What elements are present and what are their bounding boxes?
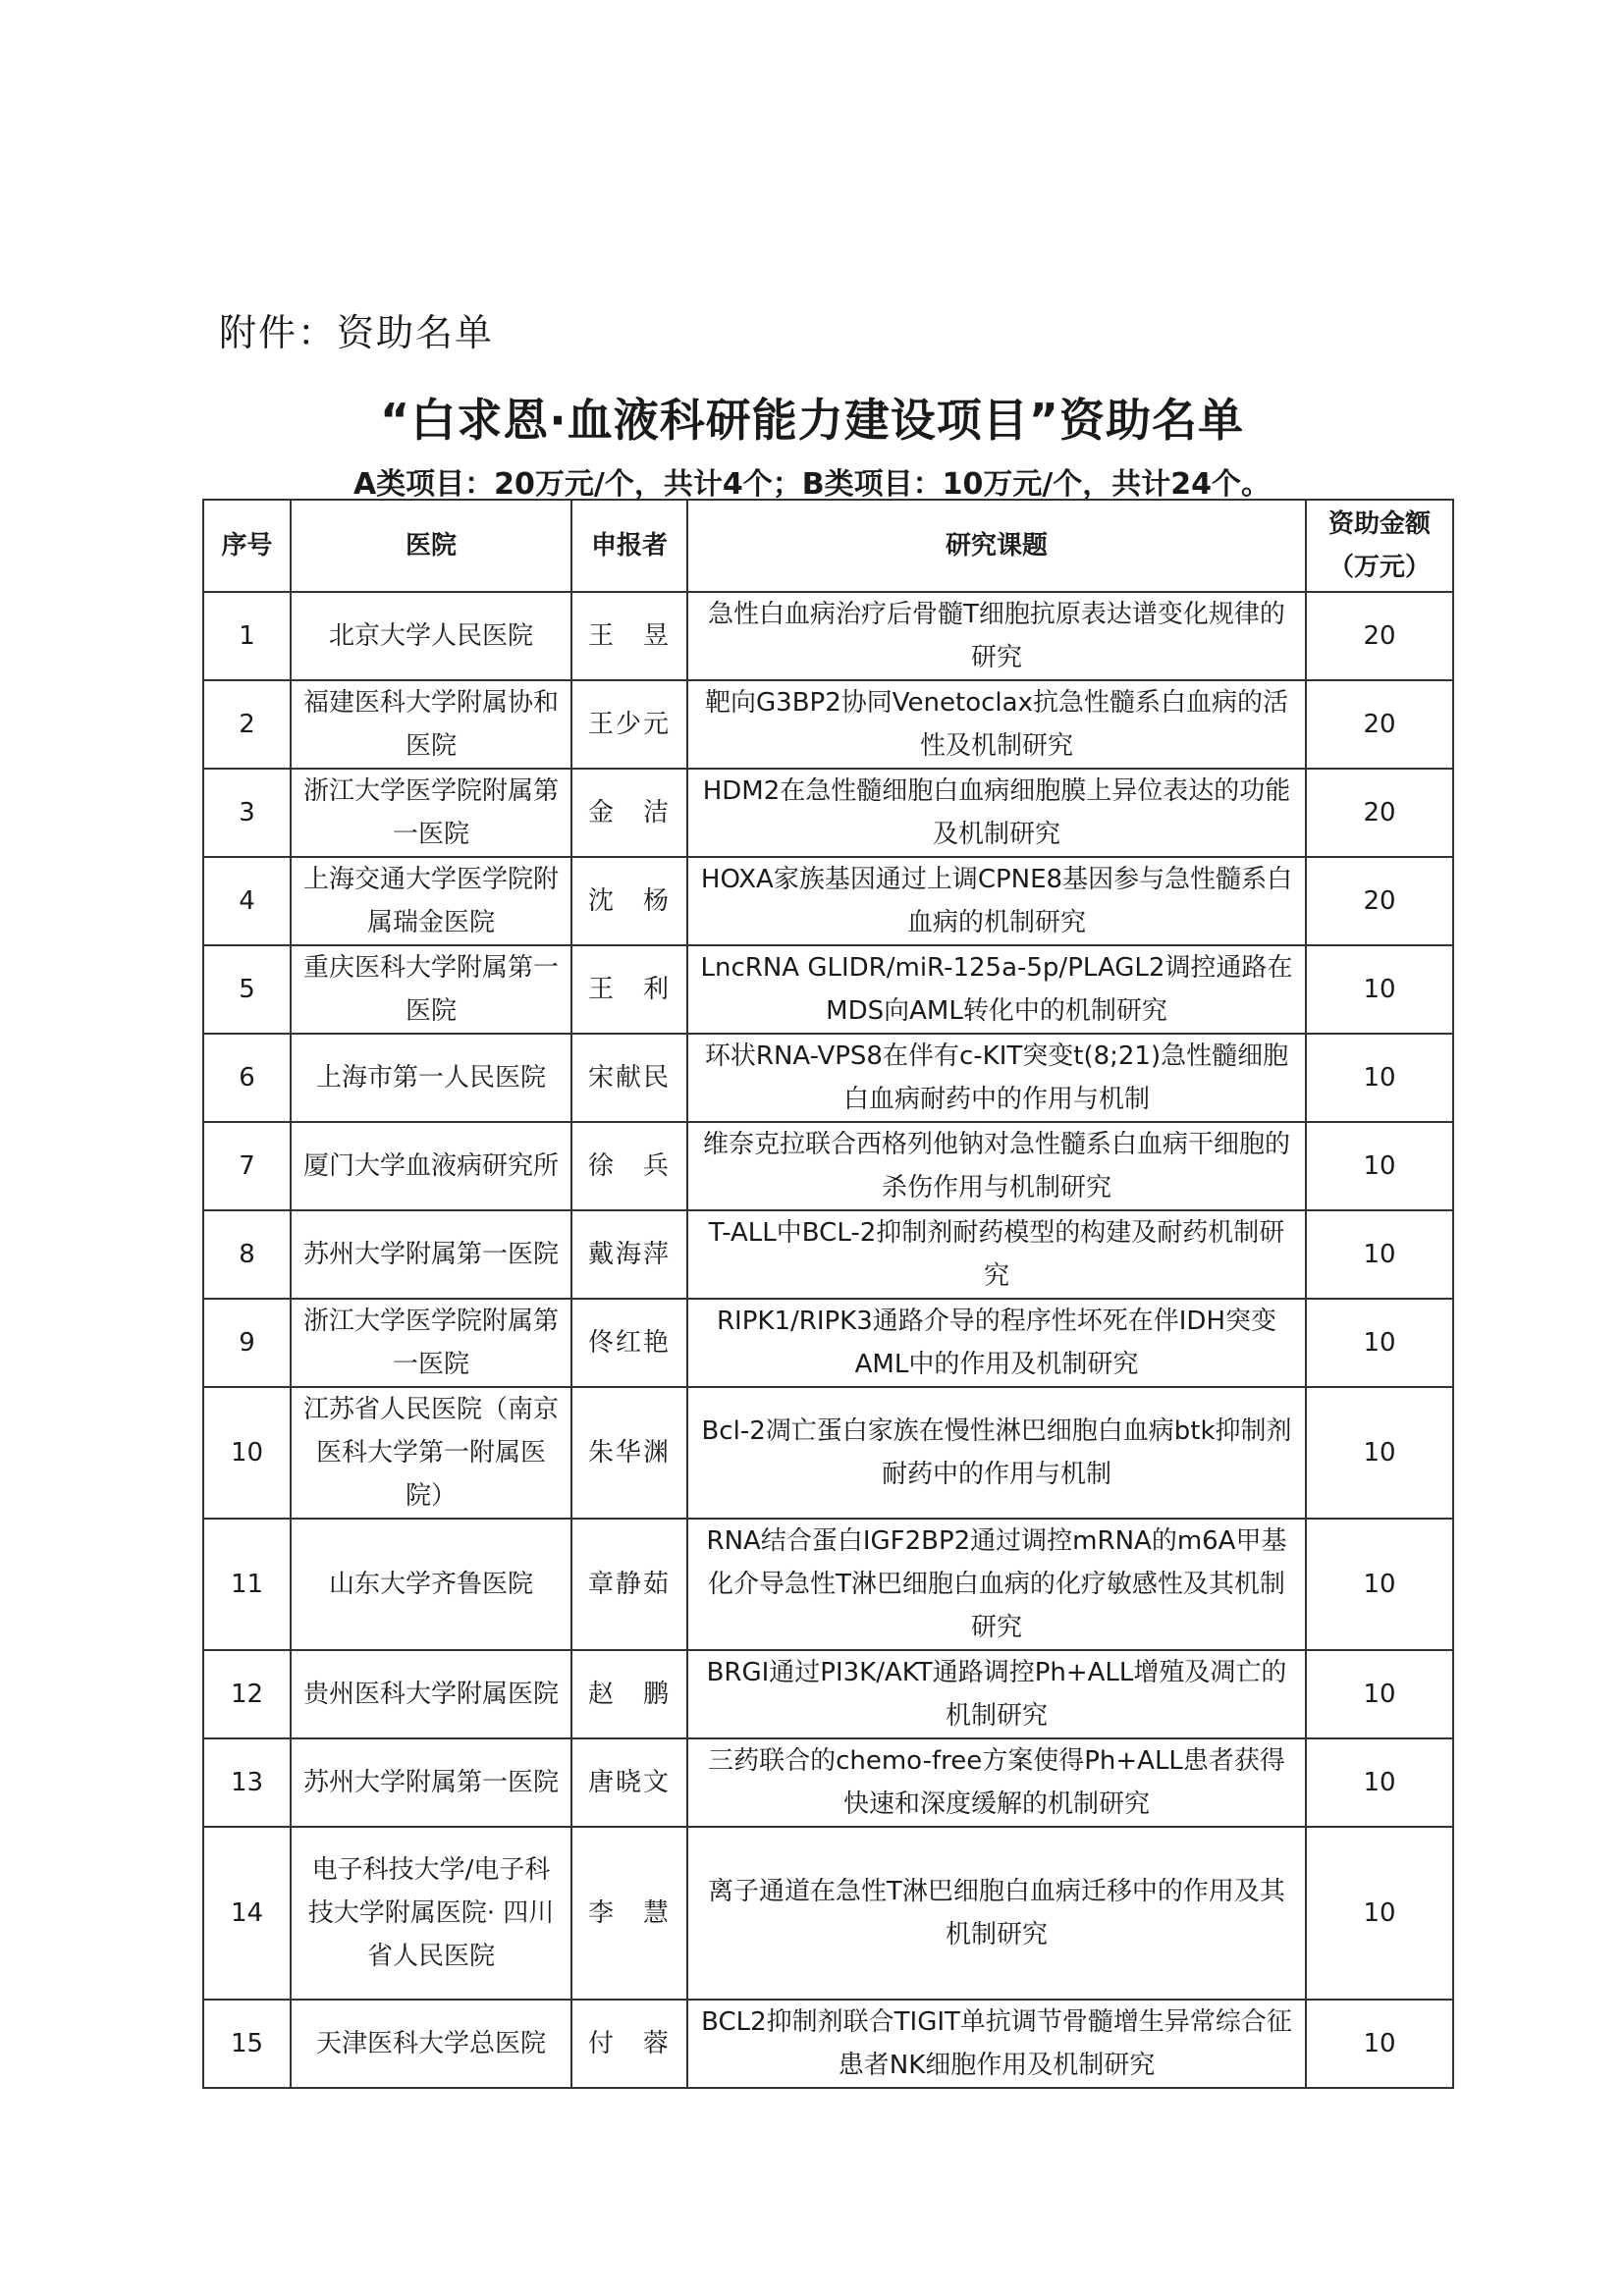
header-hospital: 医院 xyxy=(291,500,571,592)
cell-topic: 三药联合的chemo-free方案使得Ph+ALL患者获得快速和深度缓解的机制研究 xyxy=(687,1738,1306,1827)
cell-amount: 10 xyxy=(1306,1827,1453,2000)
cell-index: 1 xyxy=(203,592,291,680)
cell-applicant: 赵 鹏 xyxy=(571,1650,687,1738)
table-row xyxy=(203,1034,1453,1122)
cell-amount: 10 xyxy=(1306,1299,1453,1387)
cell-applicant: 王少元 xyxy=(571,680,687,769)
cell-applicant: 戴海萍 xyxy=(571,1210,687,1299)
attachment-label: 附件：资助名单 xyxy=(219,311,495,354)
table-row xyxy=(203,592,1453,680)
cell-hospital: 电子科技大学/电子科技大学附属医院· 四川省人民医院 xyxy=(291,1827,571,2000)
cell-applicant: 付 蓉 xyxy=(571,2000,687,2088)
page-title: “白求恩·血液科研能力建设项目”资助名单 xyxy=(380,394,1244,447)
cell-topic: 急性白血病治疗后骨髓T细胞抗原表达谱变化规律的研究 xyxy=(687,592,1306,680)
cell-hospital: 上海交通大学医学院附属瑞金医院 xyxy=(291,857,571,945)
cell-topic: BCL2抑制剂联合TIGIT单抗调节骨髓增生异常综合征患者NK细胞作用及机制研究 xyxy=(687,2000,1306,2088)
cell-topic: RNA结合蛋白IGF2BP2通过调控mRNA的m6A甲基化介导急性T淋巴细胞白血病的化疗敏感性及其机制研究 xyxy=(687,1519,1306,1650)
header-row xyxy=(203,500,1453,592)
cell-amount: 10 xyxy=(1306,1387,1453,1519)
table-row xyxy=(203,2000,1453,2088)
cell-amount: 10 xyxy=(1306,1122,1453,1210)
cell-applicant: 朱华渊 xyxy=(571,1387,687,1519)
cell-hospital: 福建医科大学附属协和医院 xyxy=(291,680,571,769)
header-amount xyxy=(1306,500,1453,592)
cell-applicant: 佟红艳 xyxy=(571,1299,687,1387)
cell-amount: 10 xyxy=(1306,1650,1453,1738)
table-row xyxy=(203,769,1453,857)
cell-topic: 离子通道在急性T淋巴细胞白血病迁移中的作用及其机制研究 xyxy=(687,1827,1306,2000)
cell-amount: 10 xyxy=(1306,1519,1453,1650)
cell-amount: 10 xyxy=(1306,1738,1453,1827)
cell-index: 4 xyxy=(203,857,291,945)
table-body xyxy=(203,592,1453,2088)
cell-amount: 10 xyxy=(1306,1034,1453,1122)
cell-applicant: 徐 兵 xyxy=(571,1122,687,1210)
cell-amount: 10 xyxy=(1306,1210,1453,1299)
cell-hospital: 浙江大学医学院附属第一医院 xyxy=(291,1299,571,1387)
cell-hospital: 浙江大学医学院附属第一医院 xyxy=(291,769,571,857)
cell-topic: HDM2在急性髓细胞白血病细胞膜上异位表达的功能及机制研究 xyxy=(687,769,1306,857)
cell-applicant: 宋献民 xyxy=(571,1034,687,1122)
cell-amount: 10 xyxy=(1306,2000,1453,2088)
cell-index: 3 xyxy=(203,769,291,857)
table-row xyxy=(203,1519,1453,1650)
cell-index: 11 xyxy=(203,1519,291,1650)
cell-hospital: 厦门大学血液病研究所 xyxy=(291,1122,571,1210)
cell-index: 10 xyxy=(203,1387,291,1519)
table-row xyxy=(203,1827,1453,2000)
cell-amount: 20 xyxy=(1306,680,1453,769)
table-row xyxy=(203,1210,1453,1299)
cell-topic: RIPK1/RIPK3通路介导的程序性坏死在伴IDH突变AML中的作用及机制研究 xyxy=(687,1299,1306,1387)
cell-index: 13 xyxy=(203,1738,291,1827)
header-topic: 研究课题 xyxy=(687,500,1306,592)
cell-amount: 10 xyxy=(1306,945,1453,1034)
header-amount-line2: （万元） xyxy=(1327,553,1431,582)
cell-index: 2 xyxy=(203,680,291,769)
cell-topic: HOXA家族基因通过上调CPNE8基因参与急性髓系白血病的机制研究 xyxy=(687,857,1306,945)
cell-hospital: 江苏省人民医院（南京医科大学第一附属医院） xyxy=(291,1387,571,1519)
cell-hospital: 贵州医科大学附属医院 xyxy=(291,1650,571,1738)
cell-hospital: 苏州大学附属第一医院 xyxy=(291,1738,571,1827)
header-index: 序号 xyxy=(203,500,291,592)
table-row xyxy=(203,1387,1453,1519)
grant-table xyxy=(202,499,1454,2089)
cell-index: 8 xyxy=(203,1210,291,1299)
cell-index: 15 xyxy=(203,2000,291,2088)
table-row xyxy=(203,1299,1453,1387)
cell-topic: BRGI通过PI3K/AKT通路调控Ph+ALL增殖及凋亡的机制研究 xyxy=(687,1650,1306,1738)
header-applicant: 申报者 xyxy=(571,500,687,592)
table-row xyxy=(203,945,1453,1034)
table-row xyxy=(203,1738,1453,1827)
cell-amount: 20 xyxy=(1306,769,1453,857)
cell-applicant: 金 洁 xyxy=(571,769,687,857)
cell-applicant: 唐晓文 xyxy=(571,1738,687,1827)
cell-topic: 环状RNA-VPS8在伴有c-KIT突变t(8;21)急性髓细胞白血病耐药中的作用与机制 xyxy=(687,1034,1306,1122)
cell-topic: LncRNA GLIDR/miR-125a-5p/PLAGL2调控通路在MDS向AML转化中的机制研究 xyxy=(687,945,1306,1034)
cell-applicant: 章静茹 xyxy=(571,1519,687,1650)
cell-applicant: 沈 杨 xyxy=(571,857,687,945)
cell-amount: 20 xyxy=(1306,857,1453,945)
table-header xyxy=(203,500,1453,592)
table-row xyxy=(203,680,1453,769)
cell-topic: 靶向G3BP2协同Venetoclax抗急性髓系白血病的活性及机制研究 xyxy=(687,680,1306,769)
cell-applicant: 李 慧 xyxy=(571,1827,687,2000)
page-subtitle: A类项目：20万元/个，共计4个；B类项目：10万元/个，共计24个。 xyxy=(352,467,1272,502)
cell-index: 12 xyxy=(203,1650,291,1738)
cell-hospital: 天津医科大学总医院 xyxy=(291,2000,571,2088)
header-amount-line1: 资助金额 xyxy=(1327,509,1431,539)
cell-index: 6 xyxy=(203,1034,291,1122)
table-row xyxy=(203,1650,1453,1738)
cell-amount: 20 xyxy=(1306,592,1453,680)
cell-topic: T-ALL中BCL-2抑制剂耐药模型的构建及耐药机制研究 xyxy=(687,1210,1306,1299)
cell-hospital: 重庆医科大学附属第一医院 xyxy=(291,945,571,1034)
cell-applicant: 王 利 xyxy=(571,945,687,1034)
cell-hospital: 苏州大学附属第一医院 xyxy=(291,1210,571,1299)
cell-topic: Bcl-2凋亡蛋白家族在慢性淋巴细胞白血病btk抑制剂耐药中的作用与机制 xyxy=(687,1387,1306,1519)
cell-hospital: 北京大学人民医院 xyxy=(291,592,571,680)
cell-index: 14 xyxy=(203,1827,291,2000)
table-row xyxy=(203,857,1453,945)
cell-index: 5 xyxy=(203,945,291,1034)
cell-index: 7 xyxy=(203,1122,291,1210)
cell-hospital: 上海市第一人民医院 xyxy=(291,1034,571,1122)
cell-applicant: 王 昱 xyxy=(571,592,687,680)
cell-topic: 维奈克拉联合西格列他钠对急性髓系白血病干细胞的杀伤作用与机制研究 xyxy=(687,1122,1306,1210)
table-row xyxy=(203,1122,1453,1210)
cell-index: 9 xyxy=(203,1299,291,1387)
cell-hospital: 山东大学齐鲁医院 xyxy=(291,1519,571,1650)
